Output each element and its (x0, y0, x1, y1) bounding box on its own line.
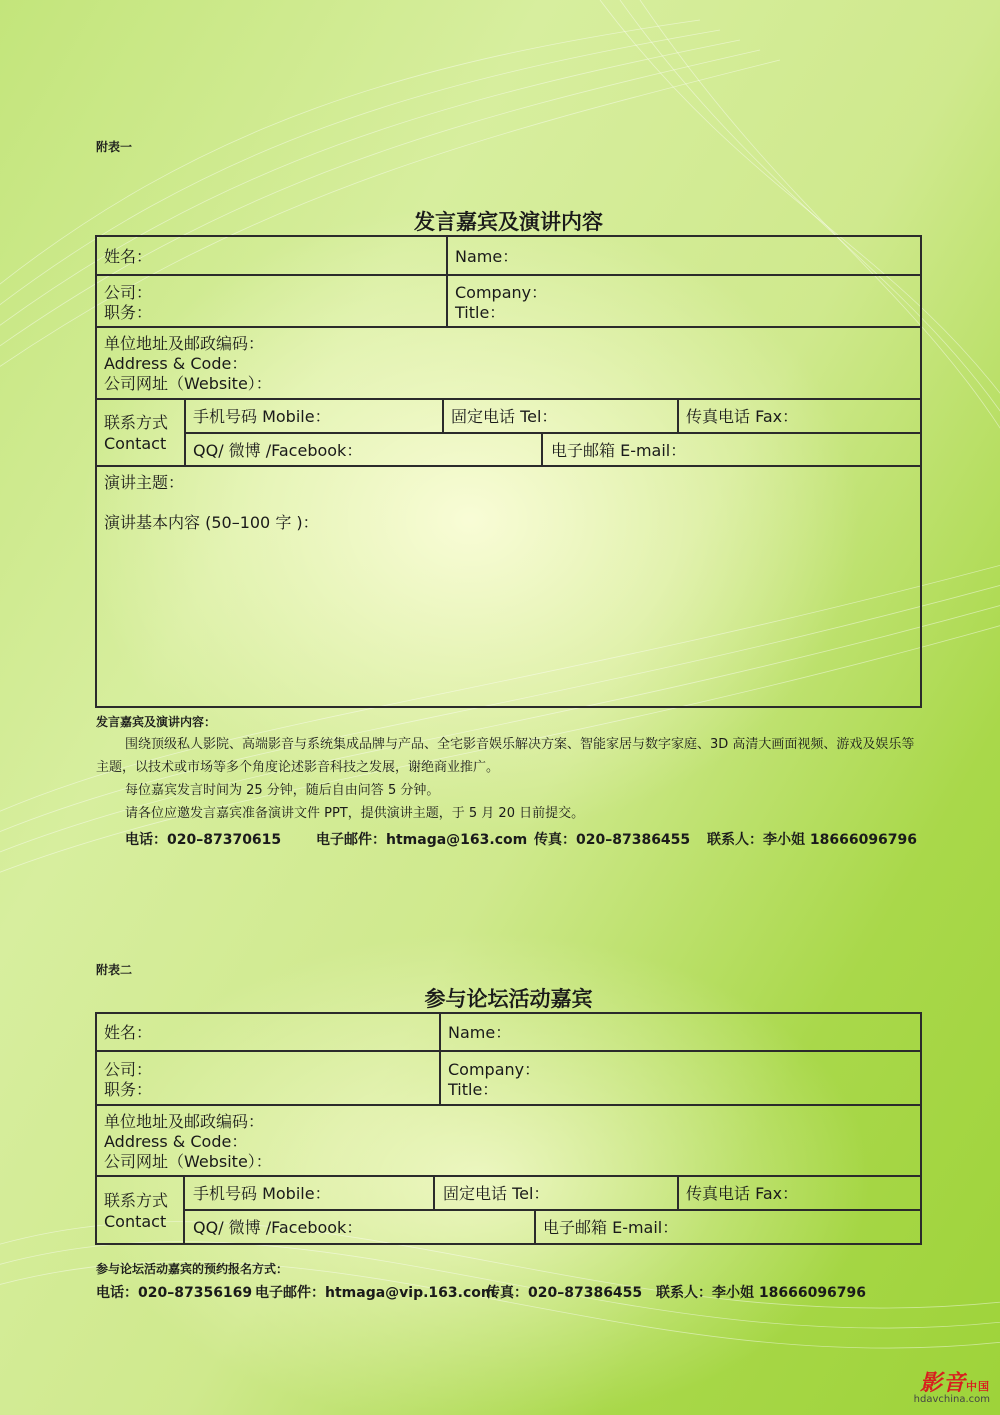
signup-fax: 传真：020–87386455 (486, 1285, 643, 1301)
notes-paragraph-1: 围绕顶级私人影院、高端影音与系统集成品牌与产品、全宅影音娱乐解决方案、智能家居与数字家庭、3D 高清大画面视频、游戏及娱乐等主题，以技术或市场等多个角度论述影音科技之发展，谢绝商业推广。 (96, 737, 915, 775)
contact-en-label: Contact (104, 434, 167, 453)
position-cn-field[interactable]: 职务： (104, 303, 153, 322)
appendix1-title: 发言嘉宾及演讲内容 (414, 210, 603, 234)
name-cn-field[interactable]: 姓名： (104, 247, 153, 266)
position-cn-field[interactable]: 职务： (104, 1080, 153, 1099)
qq-weibo-facebook-field[interactable]: QQ/ 微博 /Facebook： (193, 1218, 363, 1237)
website-field[interactable]: 公司网址（Website）： (104, 374, 272, 393)
address-cn-field[interactable]: 单位地址及邮政编码： (104, 1112, 265, 1131)
appendix1-tag: 附表一 (96, 140, 133, 154)
fax-field[interactable]: 传真电话 Fax： (686, 407, 799, 426)
address-cn-field[interactable]: 单位地址及邮政编码： (104, 334, 265, 353)
tel-field[interactable]: 固定电话 Tel： (443, 1184, 550, 1203)
notes-paragraph-2: 每位嘉宾发言时间为 25 分钟，随后自由问答 5 分钟。 (125, 783, 440, 798)
contact-phone: 电话：020–87370615 (125, 832, 282, 848)
tel-field[interactable]: 固定电话 Tel： (451, 407, 558, 426)
signup-phone: 电话：020–87356169 (96, 1285, 253, 1301)
address-en-field[interactable]: Address & Code： (104, 1132, 248, 1151)
contact-fax: 传真：020–87386455 (534, 832, 691, 848)
logo-mark: 影音 (919, 1371, 966, 1396)
contact-cn-label: 联系方式 (104, 1191, 169, 1210)
topic-field[interactable]: 演讲主题： (104, 473, 185, 492)
contact-email: 电子邮件：htmaga@163.com (316, 832, 528, 848)
company-en-field[interactable]: Company： (455, 283, 548, 302)
name-cn-field[interactable]: 姓名： (104, 1023, 153, 1042)
website-field[interactable]: 公司网址（Website）： (104, 1152, 272, 1171)
email-field[interactable]: 电子邮箱 E-mail： (551, 441, 687, 460)
name-en-field[interactable]: Name： (455, 247, 519, 266)
address-en-field[interactable]: Address & Code： (104, 354, 248, 373)
contact-en-label: Contact (104, 1212, 167, 1231)
content-field[interactable]: 演讲基本内容 (50–100 字 )： (104, 513, 319, 532)
company-cn-field[interactable]: 公司： (104, 283, 153, 302)
qq-weibo-facebook-field[interactable]: QQ/ 微博 /Facebook： (193, 441, 363, 460)
name-en-field[interactable]: Name： (448, 1023, 512, 1042)
company-cn-field[interactable]: 公司： (104, 1060, 153, 1079)
mobile-field[interactable]: 手机号码 Mobile： (193, 1184, 331, 1203)
site-logo (914, 1366, 990, 1405)
contact-person: 联系人：李小姐 18666096796 (707, 832, 918, 848)
contact-cn-label: 联系方式 (104, 413, 169, 432)
notes-body (96, 733, 922, 825)
notes-paragraph-3: 请各位应邀发言嘉宾准备演讲文件 PPT，提供演讲主题，于 5 月 20 日前提交。 (125, 806, 585, 821)
appendix2-title: 参与论坛活动嘉宾 (424, 987, 593, 1011)
email-field[interactable]: 电子邮箱 E-mail： (543, 1218, 679, 1237)
signup-email: 电子邮件：htmaga@vip.163.com (255, 1285, 496, 1301)
logo-url: hdavchina.com (913, 1394, 990, 1405)
signup-title: 参与论坛活动嘉宾的预约报名方式： (96, 1262, 289, 1276)
company-en-field[interactable]: Company： (448, 1060, 541, 1079)
fax-field[interactable]: 传真电话 Fax： (686, 1184, 799, 1203)
title-en-field[interactable]: Title： (455, 303, 506, 322)
title-en-field[interactable]: Title： (448, 1080, 499, 1099)
speaker-form-table (95, 235, 922, 708)
signup-person: 联系人：李小姐 18666096796 (656, 1285, 867, 1301)
logo-sub: 中国 (966, 1380, 990, 1393)
appendix2-tag: 附表二 (96, 963, 133, 977)
notes-title: 发言嘉宾及演讲内容： (96, 715, 217, 729)
mobile-field[interactable]: 手机号码 Mobile： (193, 407, 331, 426)
